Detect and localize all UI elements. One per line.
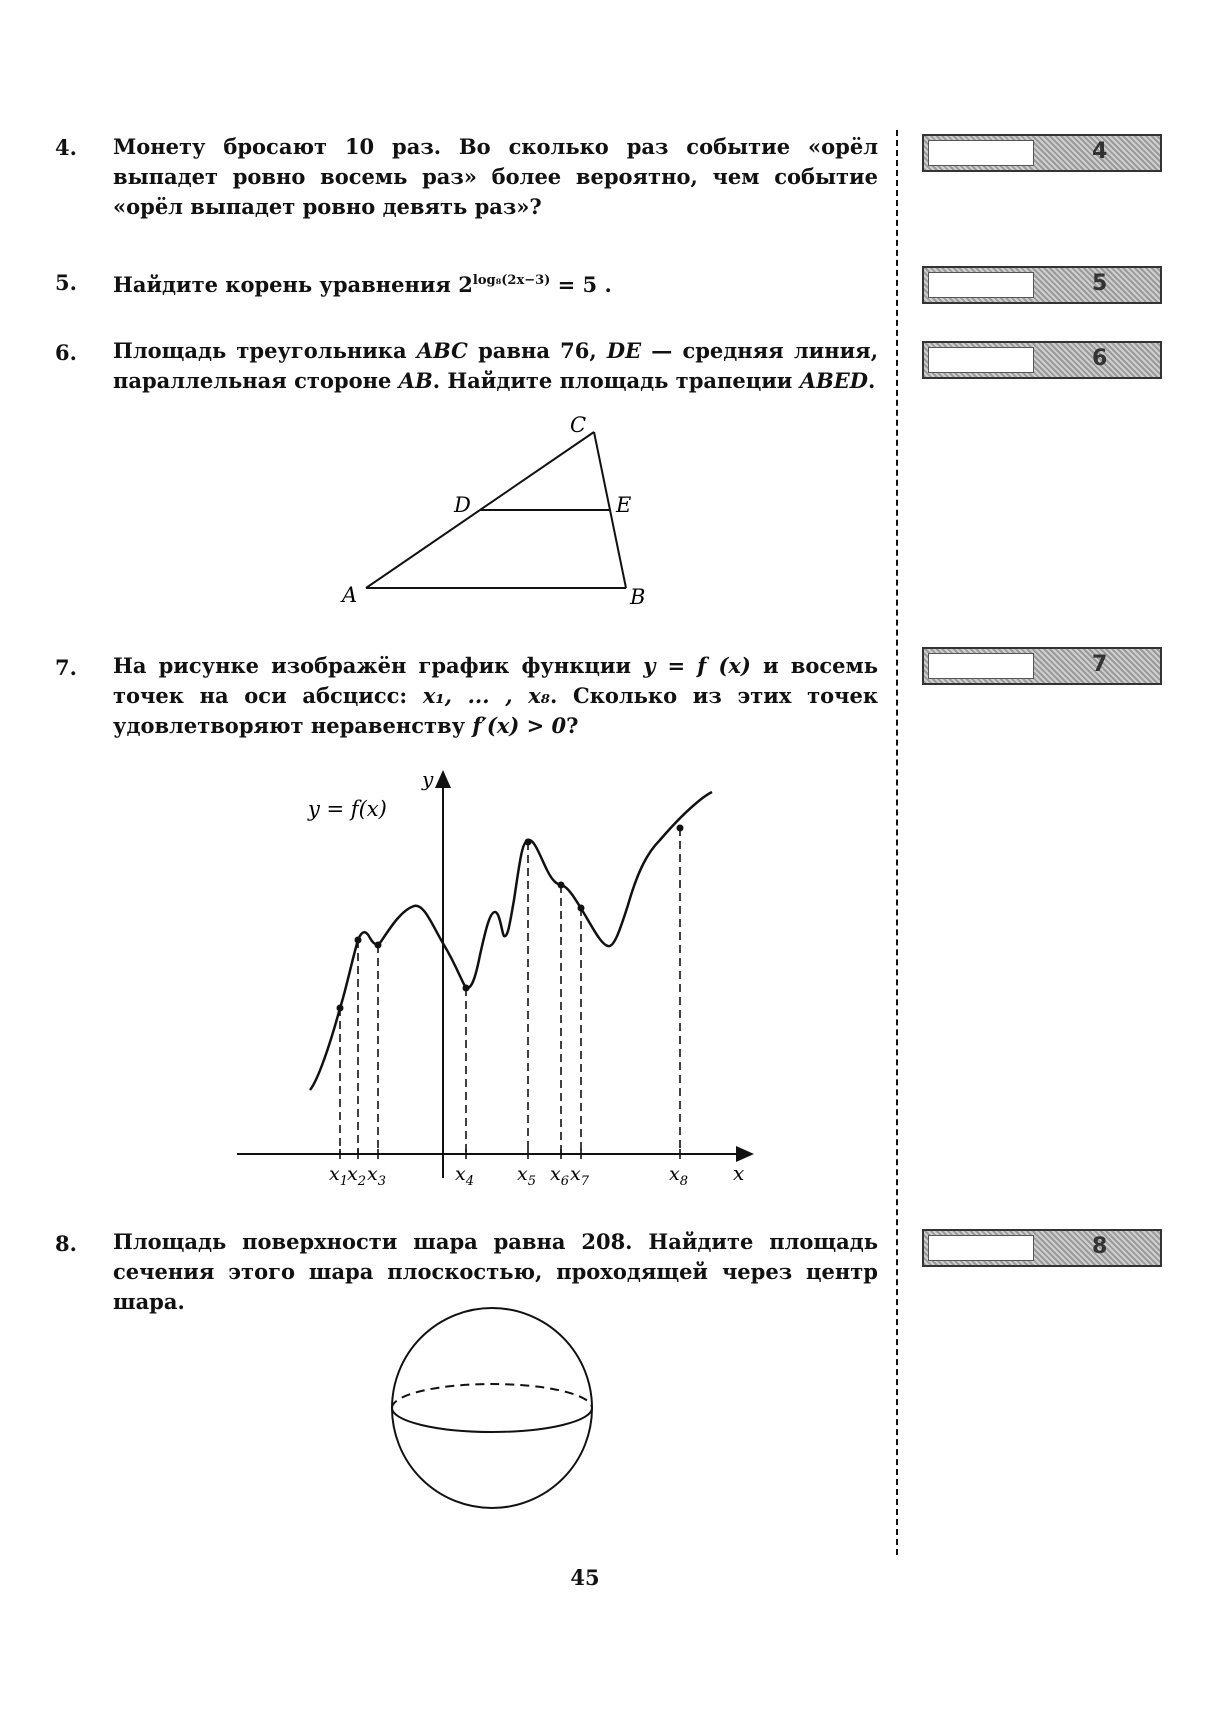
x-point-label: $x_6$ — [550, 1163, 569, 1189]
problem-6-part: равна 76, — [467, 338, 607, 363]
problem-8-number: 8. — [55, 1231, 77, 1256]
answer-box-8 — [922, 1229, 1162, 1267]
answer-box-label: 6 — [1092, 346, 1108, 371]
problem-4-text: Монету бросают 10 раз. Во сколько раз событие «орёл выпадет ровно восемь раз» более вероятно, чем событие «орёл выпадет ровно девять раз»? — [113, 134, 878, 219]
x-point-label: $x_4$ — [455, 1163, 474, 1189]
problem-7-part: На рисунке изображён график функции — [113, 653, 644, 678]
function-label: y = f(x) — [308, 797, 387, 821]
graph-point — [355, 937, 362, 944]
sphere-figure — [380, 1298, 600, 1518]
graph-point — [578, 905, 585, 912]
function-curve — [310, 792, 712, 1090]
problem-5-number: 5. — [55, 270, 77, 295]
vertex-a-label: A — [342, 583, 358, 607]
y-axis-label: y — [422, 767, 434, 791]
problem-7-part: ? — [566, 713, 579, 738]
x-point-label: $x_1$ — [329, 1163, 348, 1189]
problem-5-text-after: = 5 . — [550, 272, 612, 297]
answer-box-label: 4 — [1092, 139, 1108, 164]
answer-box-6 — [922, 341, 1162, 379]
triangle-name: ABC — [416, 338, 468, 363]
equation-exponent: log₈(2x−3) — [472, 273, 551, 288]
answer-box-label: 5 — [1092, 271, 1108, 296]
answer-field-4[interactable] — [928, 140, 1034, 166]
answer-box-7 — [922, 647, 1162, 685]
cut-line — [896, 130, 898, 1555]
problem-6-number: 6. — [55, 340, 77, 365]
answer-box-4 — [922, 134, 1162, 172]
problem-7-part: и восемь точек на оси абсцисс: — [113, 653, 878, 708]
answer-box-label: 7 — [1092, 652, 1108, 677]
vertex-c-label: C — [570, 413, 587, 437]
x-point-label: $x_8$ — [669, 1163, 688, 1189]
x-point-label: $x_7$ — [570, 1163, 589, 1189]
equator-back — [392, 1384, 592, 1408]
trapezoid-name: ABED — [799, 368, 868, 393]
function-notation: y = f (x) — [643, 653, 751, 678]
problem-7-number: 7. — [55, 655, 77, 680]
graph-point — [677, 825, 684, 832]
answer-box-label: 8 — [1092, 1234, 1108, 1259]
inequality: f′(x) > 0 — [472, 713, 567, 738]
answer-box-5 — [922, 266, 1162, 304]
problem-5-text-before: Найдите корень уравнения — [113, 272, 459, 297]
answer-field-5[interactable] — [928, 272, 1034, 298]
problem-6-part: . Найдите площадь трапеции — [432, 368, 800, 393]
point-d-label: D — [454, 493, 471, 517]
answer-field-7[interactable] — [928, 653, 1034, 679]
problem-4-number: 4. — [55, 135, 77, 160]
point-e-label: E — [616, 493, 632, 517]
graph-point — [463, 985, 470, 992]
midline-name: DE — [606, 338, 642, 363]
graph-point — [525, 839, 532, 846]
answer-field-8[interactable] — [928, 1235, 1034, 1261]
problem-8-text: Площадь поверхности шара равна 208. Найдите площадь сечения этого шара плоскостью, проходящей через центр шара. — [113, 1229, 878, 1314]
graph-point — [558, 882, 565, 889]
x-point-label: $x_2$ — [347, 1163, 366, 1189]
equator-front — [392, 1408, 592, 1432]
page-number: 45 — [570, 1565, 600, 1590]
points-notation: x₁, ... , x₈ — [422, 683, 550, 708]
x-axis-label: x — [733, 1161, 745, 1185]
graph-point — [337, 1005, 344, 1012]
graph-point — [375, 942, 382, 949]
x-point-label: $x_5$ — [517, 1163, 536, 1189]
problem-6-part: . — [867, 368, 876, 393]
answer-field-6[interactable] — [928, 347, 1034, 373]
sphere-outline — [392, 1308, 592, 1508]
vertex-b-label: B — [630, 585, 646, 609]
problem-6-part: — средняя линия, параллельная стороне — [113, 338, 879, 393]
problem-7-part: . Сколько из этих точек удовлетворяют неравенству — [113, 683, 878, 738]
x-point-label: $x_3$ — [367, 1163, 386, 1189]
graph-points — [329, 825, 688, 1190]
problem-6-part: Площадь треугольника — [113, 338, 417, 363]
equation-base: 2 — [458, 272, 473, 297]
side-name: AB — [398, 368, 433, 393]
